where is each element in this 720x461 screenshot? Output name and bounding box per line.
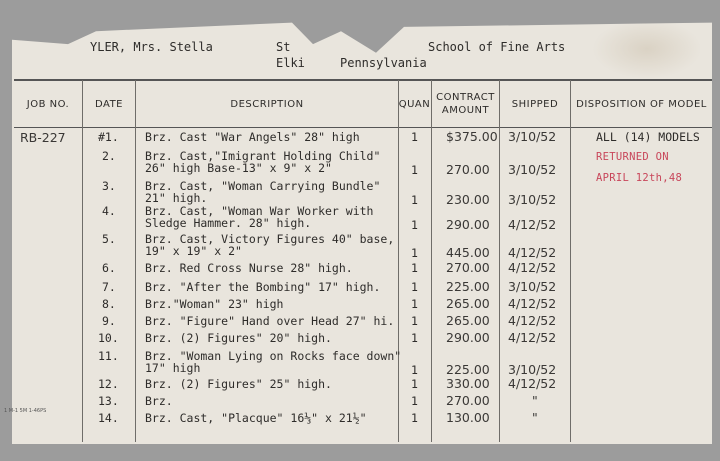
item-quantity: 1 xyxy=(411,246,418,260)
item-amount: 270.00 xyxy=(446,393,490,408)
city: Elki xyxy=(276,56,305,70)
item-number: 13. xyxy=(98,394,119,408)
client-name: YLER, Mrs. Stella xyxy=(90,40,213,54)
item-quantity: 1 xyxy=(411,280,418,294)
disposition-stamp-line1: RETURNED ON xyxy=(596,151,669,163)
item-amount: 225.00 xyxy=(446,362,490,377)
item-number: 5. xyxy=(102,232,116,246)
item-quantity: 1 xyxy=(411,193,418,207)
item-amount: 270.00 xyxy=(446,260,490,275)
item-amount: 265.00 xyxy=(446,313,490,328)
item-quantity: 1 xyxy=(411,218,418,232)
item-shipped-date: " xyxy=(532,393,538,408)
item-number: 10. xyxy=(98,331,119,345)
disposition-stamp-line2: APRIL 12th,48 xyxy=(596,172,683,184)
item-number: #1. xyxy=(98,130,119,144)
item-quantity: 1 xyxy=(411,261,418,275)
column-divider xyxy=(82,80,83,442)
item-amount: 130.00 xyxy=(446,410,490,425)
item-description: Brz. Cast,"Imigrant Holding Child" xyxy=(145,149,381,163)
item-description: Brz. (2) Figures" 20" high. xyxy=(145,331,332,345)
item-shipped-date: 3/10/52 xyxy=(508,362,557,377)
item-description: Brz. "Figure" Hand over Head 27" hi. xyxy=(145,314,395,328)
job-number: RB-227 xyxy=(20,130,66,145)
item-description: 21" high. xyxy=(145,191,208,205)
item-shipped-date: 4/12/52 xyxy=(508,376,557,391)
item-shipped-date: 3/10/52 xyxy=(508,129,557,144)
item-quantity: 1 xyxy=(411,363,418,377)
address-fragment: St xyxy=(276,40,291,54)
paper-stain xyxy=(592,19,702,79)
col-contract-amount: CONTRACT AMOUNT xyxy=(436,92,495,116)
column-divider xyxy=(570,80,571,442)
item-quantity: 1 xyxy=(411,377,418,391)
col-description: DESCRIPTION xyxy=(230,98,304,110)
item-shipped-date: " xyxy=(532,410,538,425)
item-number: 12. xyxy=(98,377,119,391)
item-description: 19" x 19" x 2" xyxy=(145,244,242,258)
col-shipped: SHIPPED xyxy=(511,98,559,110)
item-quantity: 1 xyxy=(411,297,418,311)
item-number: 7. xyxy=(102,280,116,294)
item-description: Brz. (2) Figures" 25" high. xyxy=(145,377,332,391)
item-description: Brz. Cast, Victory Figures 40" base, xyxy=(145,232,395,246)
item-shipped-date: 3/10/52 xyxy=(508,162,557,177)
header-top-rule xyxy=(14,79,712,81)
item-description: 17" high xyxy=(145,361,201,375)
col-job-no: JOB NO. xyxy=(26,98,70,110)
item-description: 26" high Base-13" x 9" x 2" xyxy=(145,161,332,175)
item-amount: 290.00 xyxy=(446,330,490,345)
item-amount: 330.00 xyxy=(446,376,490,391)
item-number: 4. xyxy=(102,204,116,218)
state: Pennsylvania xyxy=(340,56,427,70)
item-quantity: 1 xyxy=(411,411,418,425)
item-shipped-date: 4/12/52 xyxy=(508,296,557,311)
item-quantity: 1 xyxy=(411,163,418,177)
item-description: Brz. Red Cross Nurse 28" high. xyxy=(145,261,353,275)
item-quantity: 1 xyxy=(411,331,418,345)
item-amount: 445.00 xyxy=(446,245,490,260)
item-number: 3. xyxy=(102,179,116,193)
item-number: 11. xyxy=(98,349,119,363)
item-description: Brz. Cast, "Placque" 16⅓" x 21½" xyxy=(145,411,367,425)
item-amount: 230.00 xyxy=(446,192,490,207)
col-date: DATE xyxy=(94,98,123,110)
item-shipped-date: 3/10/52 xyxy=(508,279,557,294)
item-amount: 225.00 xyxy=(446,279,490,294)
item-number: 9. xyxy=(102,314,116,328)
item-shipped-date: 4/12/52 xyxy=(508,260,557,275)
school-name: School of Fine Arts xyxy=(428,40,566,54)
form-number: 1 M-1 5M 1-46PS xyxy=(4,408,47,414)
item-quantity: 1 xyxy=(411,314,418,328)
header-bottom-rule xyxy=(14,127,712,128)
item-description: Sledge Hammer. 28" high. xyxy=(145,216,312,230)
item-amount: 270.00 xyxy=(446,162,490,177)
item-description: Brz. "After the Bombing" 17" high. xyxy=(145,280,381,294)
item-description: Brz. "Woman Lying on Rocks face down" xyxy=(145,349,402,363)
item-number: 2. xyxy=(102,149,116,163)
item-shipped-date: 4/12/52 xyxy=(508,313,557,328)
col-disposition: DISPOSITION OF MODEL xyxy=(576,98,707,110)
item-description: Brz. Cast "War Angels" 28" high xyxy=(145,130,360,144)
column-divider xyxy=(431,80,432,442)
item-number: 8. xyxy=(102,297,116,311)
item-shipped-date: 4/12/52 xyxy=(508,245,557,260)
item-quantity: 1 xyxy=(411,130,418,144)
item-amount: 265.00 xyxy=(446,296,490,311)
disposition-line1: ALL (14) MODELS xyxy=(596,130,700,144)
item-number: 6. xyxy=(102,261,116,275)
item-shipped-date: 4/12/52 xyxy=(508,217,557,232)
item-description: Brz. xyxy=(145,394,173,408)
column-divider xyxy=(398,80,399,442)
item-amount: $375.00 xyxy=(446,129,498,144)
item-quantity: 1 xyxy=(411,394,418,408)
column-divider xyxy=(135,80,136,442)
item-description: Brz."Woman" 23" high xyxy=(145,297,284,311)
item-shipped-date: 3/10/52 xyxy=(508,192,557,207)
column-divider xyxy=(499,80,500,442)
item-number: 14. xyxy=(98,411,119,425)
col-quan: QUAN xyxy=(398,98,431,110)
item-description: Brz. Cast, "Woman War Worker with xyxy=(145,204,374,218)
item-amount: 290.00 xyxy=(446,217,490,232)
item-shipped-date: 4/12/52 xyxy=(508,330,557,345)
item-description: Brz. Cast, "Woman Carrying Bundle" xyxy=(145,179,381,193)
